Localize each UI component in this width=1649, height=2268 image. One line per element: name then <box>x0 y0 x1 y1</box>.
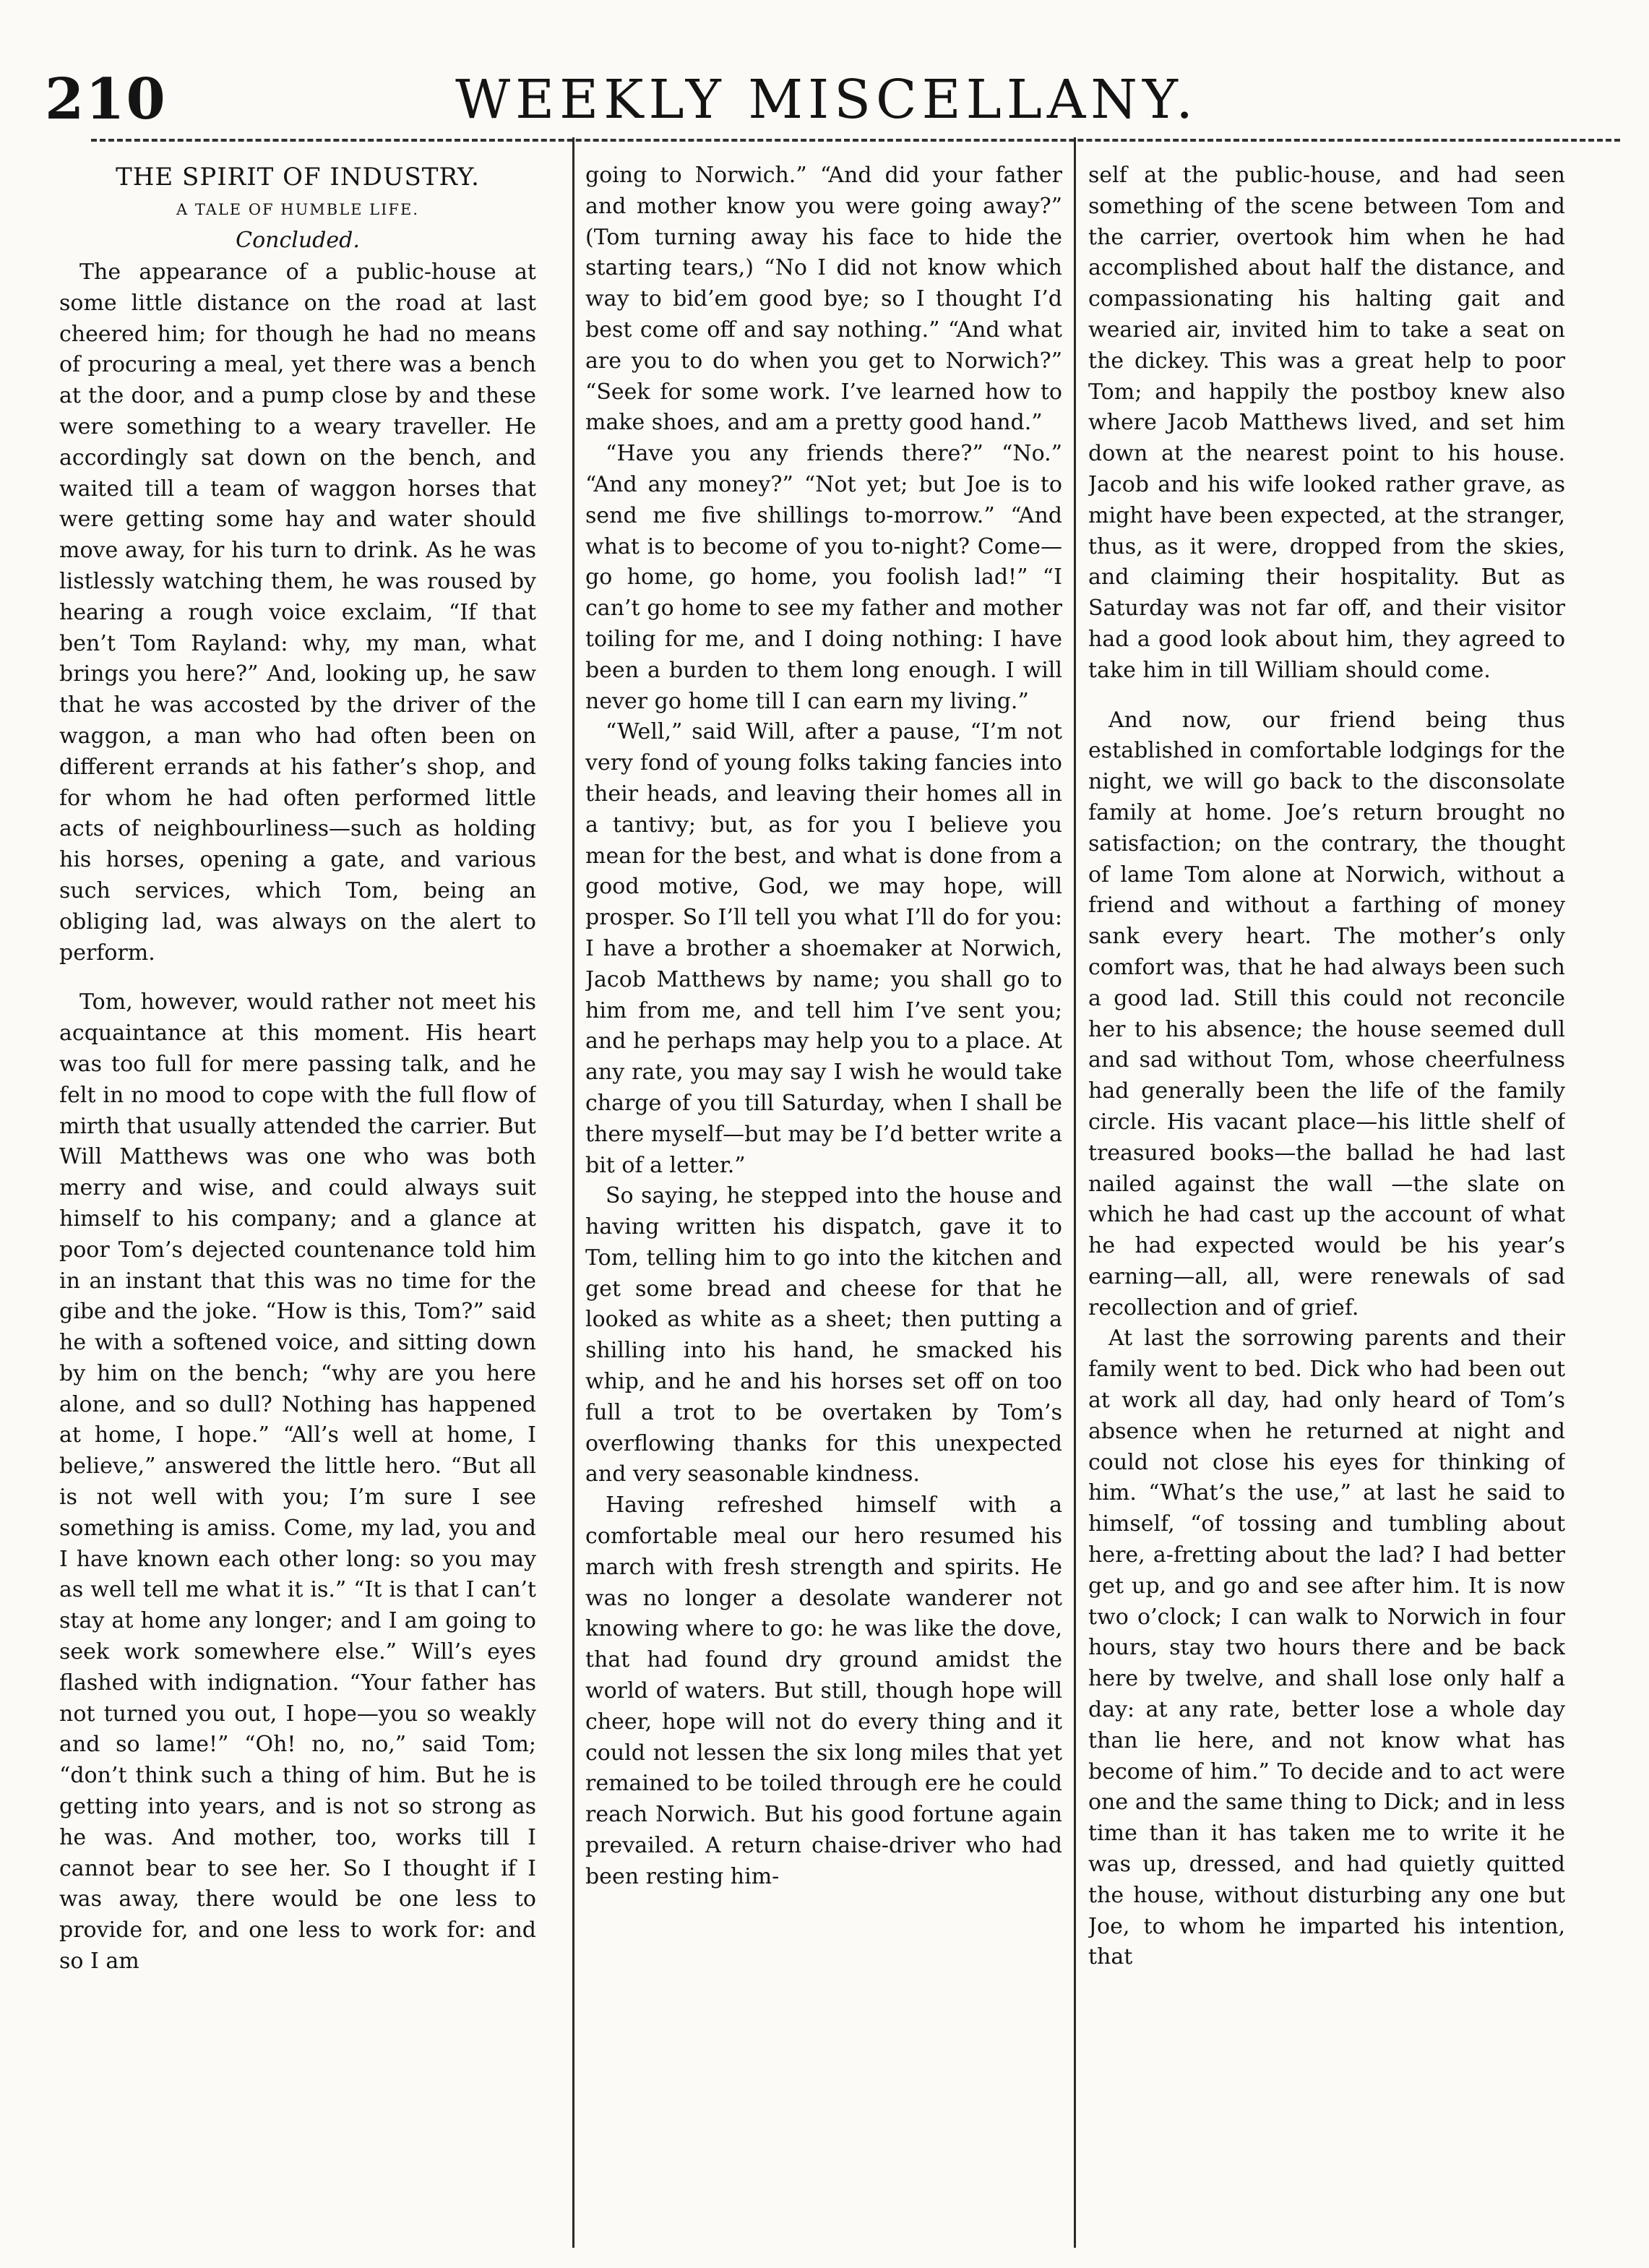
story-title: THE SPIRIT OF INDUSTRY. <box>116 163 480 192</box>
story-subtitle: A TALE OF HUMBLE LIFE. <box>176 201 419 218</box>
page-number: 210 <box>45 66 167 132</box>
paragraph: “Well,” said Will, after a pause, “I’m not very fond of young folks taking fancies into their heads, and leaving their homes all in a tantivy; but, as for you I believe you mean for the best, and what is done from a good motive, God, we may hope, will prosper. So I’ll tell you what I’ll do for you: I have a brother a shoemaker at Norwich, Jacob Matthews by name; you shall go to him from me, and tell him I’ve sent you; and he perhaps may help you to a place. At any rate, you may say I wish he would take charge of you till Saturday, when I shall be there myself—but may be I’d better write a bit of a letter.” <box>585 719 1062 1178</box>
header-divider <box>91 139 1620 142</box>
column-2 <box>585 160 1062 2242</box>
paragraph: Having refreshed himself with a comfortable meal our hero resumed his march with fresh strength and spirits. He was no longer a desolate wanderer not knowing where to go: he was like the dove, that had found dry ground amidst the world of waters. But still, though hope will cheer, hope will not do every thing and it could not lessen the six long miles that yet remained to be toiled through ere he could reach Norwich. But his good fortune again prevailed. A return chaise-driver who had been resting him- <box>585 1492 1062 1889</box>
paragraph: self at the public-house, and had seen something of the scene between Tom and the carrier, overtook him when he had accomplished about half the distance, and compassionating his halting gait and wearied air, invited him to take a seat on the dickey. This was a great help to poor Tom; and happily the postboy knew also where Jacob Matthews lived, and set him down at the nearest point to his house. Jacob and his wife looked rather grave, as might have been expected, at the stranger, thus, as it were, dropped from the skies, and claiming their hospitality. But as Saturday was not far off, and their visitor had a good look about him, they agreed to take him in till William should come. <box>1088 163 1565 683</box>
page-header <box>33 64 1620 143</box>
paragraph: At last the sorrowing parents and their family went to bed. Dick who had been out at work all day, had only heard of Tom’s absence when he returned at night and could not close his eyes for thinking of him. “What’s the use,” at last he said to himself, “of tossing and tumbling about here, a-fretting about the lad? I had better get up, and go and see after him. It is now two o’clock; I can walk to Norwich in four hours, stay two hours there and be back here by twelve, and shall lose only half a day: at any rate, better lose a whole day than lie here, and not know what has become of him.” To decide and to act were one and the same thing to Dick; and in less time than it has taken me to write it he was up, dressed, and had quietly quitted the house, without disturbing any one but Joe, to whom he imparted his intention, that <box>1088 1326 1565 1970</box>
paragraph: going to Norwich.” “And did your father and mother know you were going away?” (Tom turning away his face to hide the starting tears,) “No I did not know which way to bid’em good bye; so I thought I’d best come off and say nothing.” “And what are you to do when you get to Norwich?” “Seek for some work. I’ve learned how to make shoes, and am a pretty good hand.” <box>585 163 1062 436</box>
story-note: Concluded. <box>236 228 360 253</box>
paragraph: “Have you any friends there?” “No.” “And any money?” “Not yet; but Joe is to send me five shillings to-morrow.” “And what is to become of you to-night? Come—go home, go home, you foolish lad!” “I can’t go home to see my father and mother toiling for me, and I doing nothing: I have been a burden to them long enough. I will never go home till I can earn my living.” <box>585 441 1062 714</box>
paragraph: And now, our friend being thus established in comfortable lodgings for the night, we will go back to the disconsolate family at home. Joe’s return brought no satisfaction; on the contrary, the thought of lame Tom alone at Norwich, without a friend and without a farthing of money sank every heart. The mother’s only comfort was, that he had always been such a good lad. Still this could not reconcile her to his absence; the house seemed dull and sad without Tom, whose cheerfulness had generally been the life of the family circle. His vacant place—his little shelf of treasured books—the ballad he had last nailed against the wall —the slate on which he had cast up the account of what he had expected would be his year’s earning—all, all, were renewals of sad recollection and of grief. <box>1088 707 1565 1320</box>
paragraph: So saying, he stepped into the house and having written his dispatch, gave it to Tom, telling him to go into the kitchen and get some bread and cheese for that he looked as white as a sheet; then putting a shilling into his hand, he smacked his whip, and he and his horses set off on too full a trot to be overtaken by Tom’s overflowing thanks for this unexpected and very seasonable kindness. <box>585 1183 1062 1487</box>
paragraph: The appearance of a public-house at some little distance on the road at last cheered him; for though he had no means of procuring a meal, yet there was a bench at the door, and a pump close by and these were something to a weary traveller. He accordingly sat down on the bench, and waited till a team of waggon horses that were getting some hay and water should move away, for his turn to drink. As he was listlessly watching them, he was roused by hearing a rough voice exclaim, “If that ben’t Tom Rayland: why, my man, what brings you here?” And, looking up, he saw that he was accosted by the driver of the waggon, a man who had often been on different errands at his father’s shop, and for whom he had often performed little acts of neighbourliness—such as holding his horses, opening a gate, and various such services, which Tom, being an obliging lad, was always on the alert to perform. <box>59 259 536 966</box>
masthead-title: WEEKLY MISCELLANY. <box>455 69 1198 131</box>
column-1 <box>59 160 536 2242</box>
paragraph: Tom, however, would rather not meet his acquaintance at this moment. His heart was too full for mere passing talk, and he felt in no mood to cope with the full flow of mirth that usually attended the carrier. But Will Matthews was one who was both merry and wise, and could always suit himself to his company; and a glance at poor Tom’s dejected countenance told him in an instant that this was no time for the gibe and the joke. “How is this, Tom?” said he with a softened voice, and sitting down by him on the bench; “why are you here alone, and so dull? Nothing has happened at home, I hope.” “All’s well at home, I believe,” answered the little hero. “But all is not well with you; I’m sure I see something is amiss. Come, my lad, you and I have known each other long: so you may as well tell me what it is.” “It is that I can’t stay at home any longer; and I am going to seek work somewhere else.” Will’s eyes flashed with indignation. “Your father has not turned you out, I hope—you so weakly and so lame!” “Oh! no, no,” said Tom; “don’t think such a thing of him. But he is getting into years, and is not so strong as he was. And mother, too, works till I cannot bear to see her. So I thought if I was away, there would be one less to provide for, and one less to work for: and so I am <box>59 989 536 1975</box>
column-3 <box>1088 160 1565 2242</box>
column-divider <box>572 137 574 2248</box>
column-divider <box>1074 137 1076 2248</box>
